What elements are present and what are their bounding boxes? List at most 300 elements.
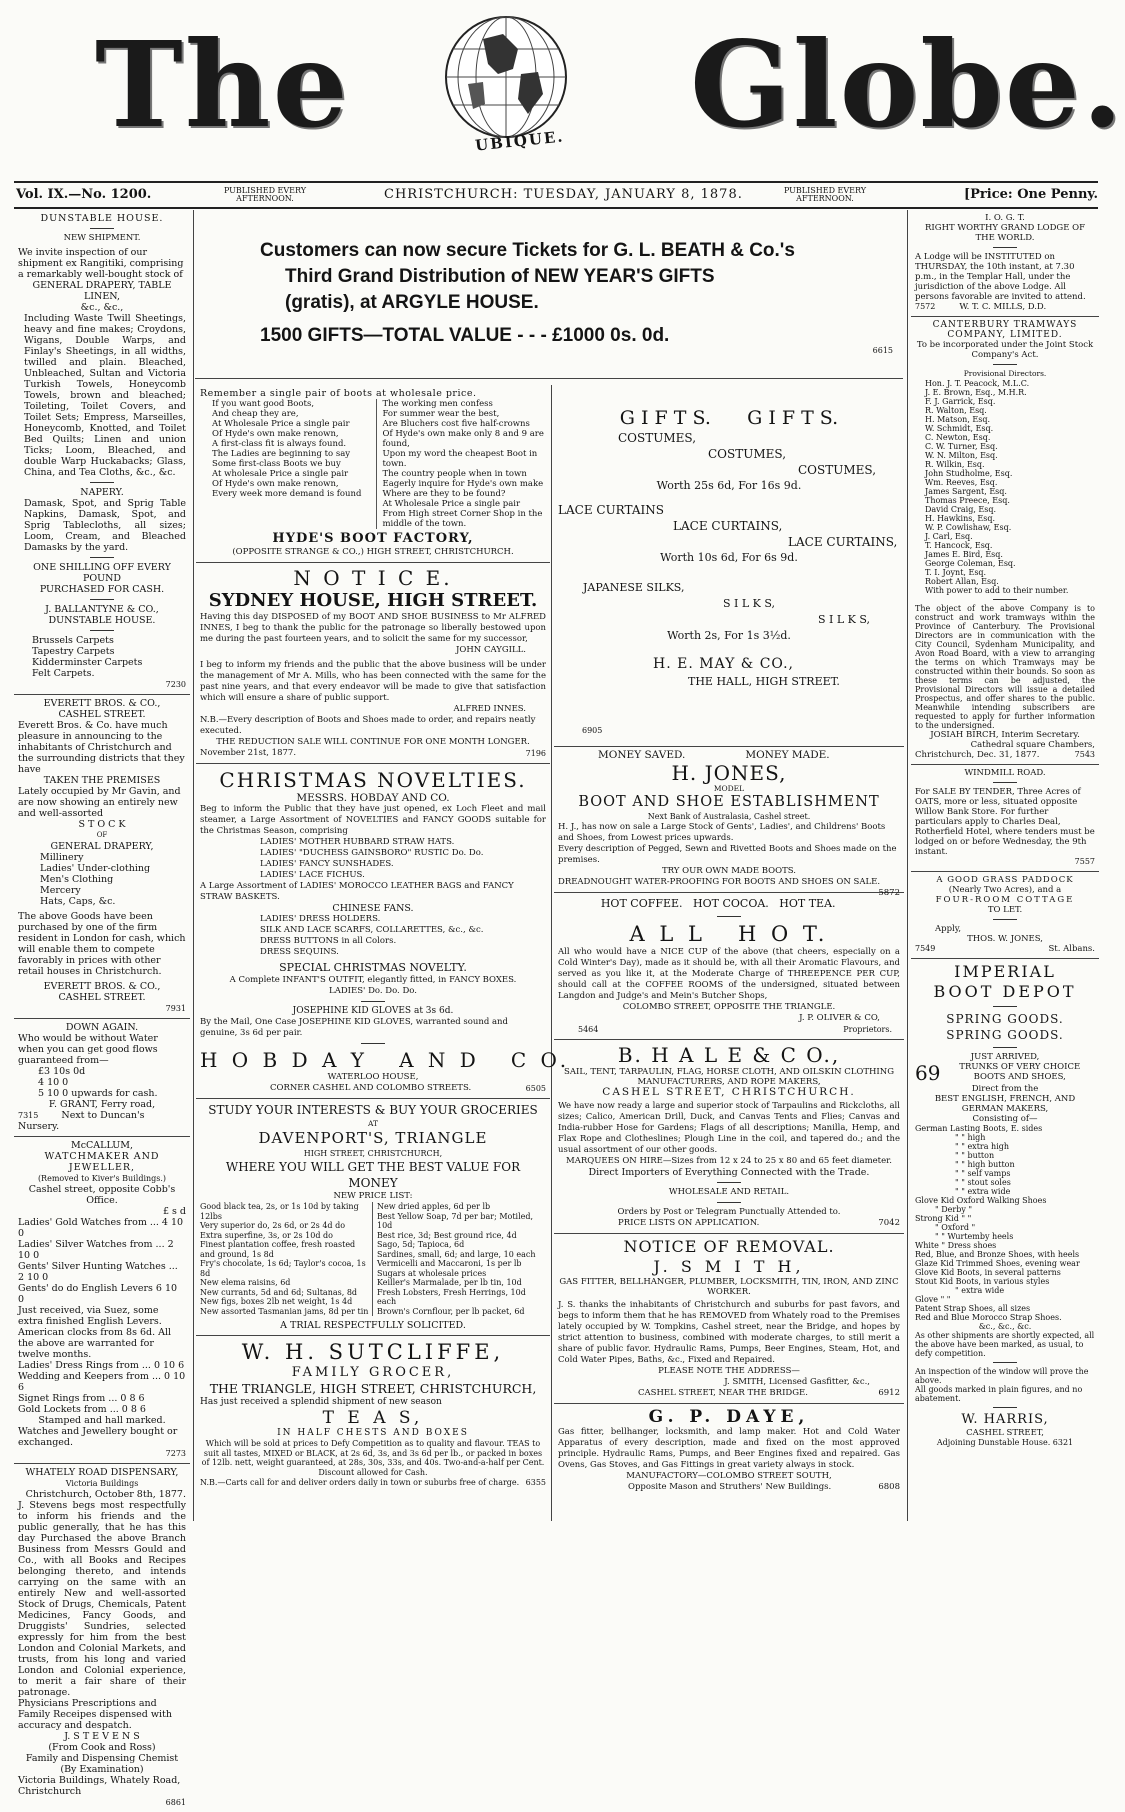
ad-number: 5464 [578, 1025, 599, 1034]
ad-line: FOUR-ROOM COTTAGE [935, 895, 1075, 905]
ad-sig: CASHEL STREET. [58, 992, 146, 1003]
ad-imperial-boot-depot [911, 959, 1099, 1452]
ad-line: BEST ENGLISH, FRENCH, AND [934, 1094, 1076, 1104]
ad-line: T E A S, [322, 1408, 424, 1428]
ad-address: Victoria Buildings, Whately Road, Christchurch [18, 1775, 181, 1797]
list-item: T. Hancock, Esq. [925, 541, 993, 550]
ad-body: J. Stevens begs most respectfully to inform his friends and the public generally, that he has this day Purchased the above Branch Business from Messrs Gould and Co., with all Books and Recipes belonging thereto, and intends carrying on the same with an entirely New and well-assorted Stock of Drugs, Chemicals, Patent Medicines, Fancy Goods, and Druggists' Sundries, selected expressly for him from the best London and Colonial Markets, and trusts, from his long and varied London and Colonial experience, to merit a fair share of their patronage. [18, 1500, 186, 1698]
ad-subtitle: GAS FITTER, BELLHANGER, PLUMBER, LOCKSMITH, TIN, IRON, AND ZINC WORKER. [559, 1277, 899, 1297]
list-item: COSTUMES, [618, 431, 697, 445]
ad-line: 1500 GIFTS—TOTAL VALUE - - - £1000 0s. 0d. [260, 325, 670, 346]
ad-line: AT [367, 1119, 378, 1128]
ad-title: McCALLUM, [70, 1140, 134, 1151]
poem-line: Of Hyde's own make renown, [212, 479, 339, 489]
ad-line: PRICE LISTS ON APPLICATION. [618, 1218, 760, 1228]
ad-number: 7042 [878, 1218, 900, 1228]
ad-address: CASHEL STREET, CHRISTCHURCH. [602, 1086, 856, 1098]
ad-line: Consisting of— [972, 1114, 1038, 1124]
ad-j-smith [554, 1234, 904, 1404]
ad-sig: F. GRANT, Ferry road, [48, 1099, 156, 1110]
globe-icon [443, 14, 569, 140]
list-item: James E. Bird, Esq. [925, 550, 1003, 559]
poem-line: The working men confess [382, 399, 493, 409]
ad-line: TO LET. [987, 905, 1023, 915]
ad-title: N O T I C E. [293, 566, 453, 590]
list-item: David Craig, Esq. [925, 505, 997, 514]
ad-subtitle: NEW PRICE LIST: [333, 1191, 413, 1201]
ad-date: Christchurch, October 8th, 1877. [25, 1489, 186, 1500]
list-item: Ladies' Dress Rings from ... 0 10 6 [18, 1360, 185, 1371]
poem-line: The country people when in town [382, 469, 527, 479]
list-item: Millinery [40, 852, 84, 863]
column-3 [554, 385, 904, 1523]
list-item: German Lasting Boots, E. sides [915, 1124, 1043, 1133]
ad-line: LADIES' Do. Do. Do. [329, 986, 417, 996]
ad-subtitle: CHINESE FANS. [332, 903, 414, 914]
ad-line: THE REDUCTION SALE WILL CONTINUE FOR ONE MONTH LONGER. [216, 737, 530, 747]
list-item: LADIES' DRESS HOLDERS. [260, 914, 381, 924]
dateline [14, 181, 1098, 209]
ad-body: For SALE BY TENDER, Three Acres of OATS, more or less, situated opposite Willow Bank Store. For further particulars apply to Charles Deal, Rotherfield Hotel, where tenders must be lodged on or before Wednesday, the 9th instant. [915, 787, 1095, 857]
ad-number: 7931 [165, 1004, 186, 1013]
ad-line: (From Cook and Ross) [48, 1742, 156, 1753]
ad-address: CORNER CASHEL AND COLOMBO STREETS. [270, 1083, 472, 1093]
ad-number: 7549 [915, 944, 936, 953]
ad-line: Orders by Post or Telegram Punctually Attended to. [617, 1207, 841, 1217]
list-item: DRESS BUTTONS in all Colors. [260, 936, 397, 946]
ad-firm: H O B D A Y A N D C O. [200, 1048, 571, 1072]
list-item: New figs, boxes 2lb net weight, 1s 4d [200, 1297, 353, 1306]
ad-title: DUNSTABLE HOUSE. [40, 213, 164, 224]
list-item: Extra superfine, 3s, or 2s 10d do [200, 1230, 333, 1240]
list-item: &c., &c., &c. [978, 1322, 1032, 1331]
ad-number: 6321 [1052, 1438, 1074, 1447]
ad-body: As other shipments are shortly expected, all the above have been marked, as usual, to defy competition. [915, 1331, 1095, 1358]
list-item: Best Yellow Soap, 7d per bar; Motiled, 10d [377, 1211, 534, 1230]
ad-christmas-novelties [196, 764, 571, 1099]
ad-grass-paddock [911, 872, 1099, 959]
ad-sig: JOSIAH BIRCH, Interim Secretary. [930, 730, 1080, 740]
ad-number: 6615 [872, 346, 893, 355]
ad-line: WHERE YOU WILL GET THE BEST VALUE FOR MONEY [225, 1160, 521, 1190]
list-item: Ladies' Under-clothing [40, 863, 151, 874]
ad-line: WATCHMAKER AND JEWELLER, [44, 1151, 160, 1173]
list-item: Vermicelli and Maccaroni, 1s per lb [377, 1259, 522, 1268]
ad-line: HOT COFFEE. HOT COCOA. HOT TEA. [600, 897, 836, 910]
ad-number: 7196 [525, 749, 546, 758]
list-item: H. Hawkins, Esq. [925, 514, 996, 523]
list-item: C. W. Turner, Esq. [925, 442, 998, 451]
list-item: George Coleman, Esq. [925, 559, 1016, 568]
ad-number: 5872 [878, 888, 900, 898]
ad-firm: H. E. MAY & CO., [653, 656, 794, 672]
list-item: H. Matson, Esq. [925, 415, 991, 424]
ad-firm: W. H. SUTCLIFFE, [241, 1340, 505, 1364]
ad-title: IMPERIAL [954, 962, 1056, 981]
poem-line: If you want good Boots, [212, 399, 315, 409]
ad-number: 7315 [18, 1111, 39, 1120]
ad-line: Third Grand Distribution of NEW YEAR'S GIFTS [285, 266, 715, 287]
ad-body: The above Goods have been purchased by one of the firm resident in London for cash, which will enable them to compete favorably in prices with other retail houses in Christchurch. [18, 911, 186, 977]
ad-firm: HYDE'S BOOT FACTORY, [272, 531, 474, 546]
list-item: LACE CURTAINS, [673, 519, 783, 533]
ad-firm: B. H A L E & C O., [617, 1043, 841, 1067]
ad-sig: J. SMITH, Licensed Gasfitter, &c., [724, 1377, 870, 1387]
list-item: John Studholme, Esq. [925, 469, 1013, 478]
list-item: Strong Kid " " [915, 1214, 972, 1223]
list-item: White " Dress shoes [915, 1241, 997, 1250]
ad-line: A Complete INFANT'S OUTFIT, elegantly fitted, in FANCY BOXES. [229, 975, 517, 985]
ad-line: MARQUEES ON HIRE—Sizes from 12 x 24 to 25 x 80 and 65 feet diameter. [566, 1156, 892, 1166]
ad-line: With power to add to their number. [925, 586, 1069, 595]
ad-body: Which will be sold at prices to Defy Competition as to quality and flavour. TEAS to suit all tastes, MIXED or BLACK, at 2s 6d, 3s, and 3s 6d per lb., or packed in boxes of 12lb. nett, weight guaranteed, at 28s, 30s, 33s, and 40s. Two-and-a-half per Cent. Discount allowed for Cash. [201, 1439, 545, 1477]
list-item: S I L K S, [818, 613, 871, 626]
ad-line: SPRING GOODS. [946, 1028, 1064, 1042]
ad-subtitle: SAIL, TENT, TARPAULIN, FLAG, HORSE CLOTH, AND OILSKIN CLOTHING MANUFACTURERS, AND ROPE MAKERS, [564, 1067, 894, 1087]
poem-line: Of Hyde's own make renown, [212, 429, 339, 439]
ad-hyde-boot-factory [196, 385, 550, 563]
list-item: Ladies' Silver Watches from ... 2 10 0 [18, 1239, 174, 1261]
list-item: " " high button [955, 1160, 1015, 1169]
list-item: " " extra high [955, 1142, 1010, 1151]
ad-body: N.B.—Every description of Boots and Shoes made to order, and repairs neatly executed. [200, 715, 536, 736]
ad-number: 6905 [582, 726, 603, 735]
ad-canterbury-tramways [911, 317, 1099, 765]
ad-body: Including Waste Twill Sheetings, heavy and fine makes; Croydons, Wigans, Double Warps, and Finlay's Sheetings, in all widths, twilled and plain. Bleached, Unbleached, Sultan and Victoria Turkish Towels, Honeycomb Towels, brown and bleached; Toileting, Toilet Covers, and Toilet Sets; Empress, Marseilles, Honeycomb, Knotted, and Toilet Bed Quilts; Linen and union Ticks; Loom, Bleached, and double Warp Huckabacks; Glass, China, and Tea Cloths, &c., &c. [24, 313, 186, 478]
ad-h-jones [554, 747, 904, 898]
ad-line: DREADNOUGHT WATER-PROOFING FOR BOOTS AND SHOES ON SALE. [558, 877, 881, 887]
list-item: " " Wurtemby heels [935, 1232, 1014, 1241]
list-item: " " self vamps [955, 1169, 1011, 1178]
ad-subtitle: FAMILY GROCER, [291, 1365, 455, 1380]
list-item: Men's Clothing [40, 874, 114, 885]
list-item: Wm. Reeves, Esq. [925, 478, 998, 487]
ad-title: EVERETT BROS. & CO., [43, 698, 161, 709]
ad-line: Cashel street, opposite Cobb's Office. [28, 1184, 176, 1206]
ad-body: An inspection of the window will prove the above. [915, 1367, 1089, 1385]
ad-title: NOTICE OF REMOVAL. [623, 1237, 835, 1256]
ad-address: Next to Duncan's Nursery. [18, 1110, 145, 1132]
ad-address: Next Bank of Australasia, Cashel street. [647, 812, 811, 821]
list-item: Brown's Cornflour, per lb packet, 6d [377, 1306, 525, 1316]
ad-title: BOOT DEPOT [933, 982, 1077, 1001]
ad-notice-sydney-house [196, 563, 550, 764]
ad-body: A Lodge will be INSTITUTED on THURSDAY, the 10th instant, at 7.30 p.m., in the Templar Hall, under the jurisdiction of the above Lodge. All persons favorable are invited to attend. [915, 252, 1086, 302]
ad-line: &c., &c., [80, 302, 124, 313]
list-item: S I L K S, [723, 597, 776, 610]
column-rule [907, 210, 908, 1521]
publication-note: PUBLISHED EVERY AFTERNOON. [223, 186, 307, 203]
list-item: Brussels Carpets [32, 635, 114, 646]
ad-body: Physicians Prescriptions and Family Receipes dispensed with accuracy and despatch. [18, 1698, 172, 1731]
ad-address: CASHEL STREET, [966, 1428, 1044, 1438]
list-item: Patent Strap Shoes, all sizes [915, 1304, 1031, 1313]
ad-line: WHOLESALE AND RETAIL. [668, 1187, 790, 1197]
ad-subtitle: SYDNEY HOUSE, HIGH STREET. [208, 590, 538, 611]
ad-line: PURCHASED FOR CASH. [39, 584, 165, 595]
list-item: Felt Carpets. [32, 668, 95, 679]
list-item: Sago, 5d; Tapioca, 6d [377, 1240, 465, 1249]
list-item: " " stout soles [955, 1178, 1011, 1187]
ad-body: Damask, Spot, and Sprig Table Napkins, Damask, Spot, and Sprig Tablecloths, all sizes; Loom, Cream, and Bleached Damasks by the yard. [24, 498, 186, 553]
ad-line: GERMAN MAKERS, [961, 1104, 1049, 1114]
ad-title: G I F T S. G I F T S. [619, 407, 839, 429]
masthead [0, 0, 1125, 178]
list-item: F. J. Garrick, Esq. [925, 397, 996, 406]
ad-line: IN HALF CHESTS AND BOXES [277, 1428, 469, 1438]
list-item: James Sargent, Esq. [925, 487, 1007, 496]
ad-line: Watches and Jewellery bought or exchanged. [18, 1426, 178, 1448]
ad-number: 6808 [878, 1482, 900, 1492]
list-item: Wedding and Keepers from ... 0 10 6 [18, 1371, 186, 1393]
list-item: " " extra wide [955, 1187, 1011, 1196]
ad-whately-dispensary [14, 1464, 190, 1812]
list-item: COSTUMES, [708, 447, 787, 461]
list-item: " Derby " [935, 1205, 973, 1214]
ad-gifts-may [554, 385, 904, 747]
ad-body: I beg to inform my friends and the public that the above business will be under the management of Mr A. Mills, who has been connected with the same for the past nine years, and that every endeavor will be made to give that satisfaction which will ensure a share of public support. [200, 660, 546, 703]
list-item: LADIES' LACE FICHUS. [260, 870, 365, 880]
list-item: LADIES' "DUCHESS GAINSBORO" RUSTIC Do. Do. [260, 848, 484, 858]
ad-firm: H. JONES, [671, 761, 787, 785]
masthead-title-right: Globe. [690, 15, 1125, 154]
list-item: Glove Kid Oxford Walking Shoes [915, 1196, 1047, 1205]
ad-date: November 21st, 1877. [200, 748, 297, 758]
volume-number: Vol. IX.—No. 1200. [16, 187, 152, 202]
ad-line: WATERLOO HOUSE, [327, 1072, 419, 1082]
ad-line: JOSEPHINE KID GLOVES at 3s 6d. [292, 1006, 454, 1016]
ad-mccallum [14, 1137, 190, 1464]
column-4 [911, 210, 1099, 1523]
masthead-motto: UBIQUE. [474, 127, 566, 155]
publication-note-2: PUBLISHED EVERY AFTERNOON. [783, 186, 867, 203]
poem-line: Eagerly inquire for Hyde's own make [382, 479, 544, 489]
list-item: Red, Blue, and Bronze Shoes, with heels [915, 1250, 1080, 1259]
ad-subtitle: To be incorporated under the Joint Stock Company's Act. [916, 340, 1094, 360]
ad-address: COLOMBO STREET, OPPOSITE THE TRIANGLE. [622, 1002, 836, 1012]
ad-line: Direct from the [971, 1084, 1039, 1094]
ad-beath-gifts [195, 210, 903, 380]
ad-body: Just received, via Suez, some extra finished English Levers. American clocks from 8s 6d. All the above are warranted for twelve months. [18, 1305, 172, 1360]
list-item: JAPANESE SILKS, [583, 581, 685, 594]
list-item: New currants, 5d and 6d; Sultanas, 8d [200, 1287, 358, 1297]
ad-line: (gratis), at ARGYLE HOUSE. [285, 292, 539, 313]
ad-body: By the Mail, One Case JOSEPHINE KID GLOVES, warranted sound and genuine, 3s 6d per pair. [200, 1017, 508, 1038]
ad-all-hot [554, 893, 904, 1040]
list-item: " extra wide [955, 1286, 1005, 1295]
list-item: T. I. Joynt, Esq. [925, 568, 987, 577]
ad-line: TAKEN THE PREMISES [43, 775, 161, 786]
list-item: Hats, Caps, &c. [40, 896, 116, 907]
list-item: New dried apples, 6d per lb [377, 1202, 491, 1211]
ad-line: DUNSTABLE HOUSE. [48, 615, 156, 626]
ad-title: Remember a single pair of boots at wholesale price. [200, 388, 477, 399]
poem-line: Every week more demand is found [212, 489, 362, 499]
list-item: SILK AND LACE SCARFS, COLLARETTES, &c., &c. [260, 925, 484, 935]
ad-line: MODEL [713, 784, 745, 793]
ad-body: All who would have a NICE CUP of the above (that cheers, especially on a Cold Winter's Day), made as it should be, with all their Aromatic Flavours, and served as you like it, at the Moderate Charge of THREEPENCE PER CUP, should call at the COFFEE ROOMS of the undersigned, situated between Langdon and Judge's and Mein's Butcher Shops, [558, 947, 900, 1001]
ad-line: Stamped and hall marked. [38, 1415, 166, 1426]
ad-line: N.B.—Carts call for and deliver orders daily in town or suburbs free of charge. [200, 1478, 520, 1487]
ad-subtitle: NEW SHIPMENT. [63, 233, 141, 243]
ad-g-p-daye [554, 1404, 904, 1497]
list-item: LADIES' MOTHER HUBBARD STRAW HATS. [260, 837, 455, 847]
list-item: New elema raisins, 6d [200, 1278, 291, 1287]
ad-sutcliffe [196, 1336, 550, 1492]
ad-number: 7543 [1074, 750, 1095, 759]
list-item: 4 10 0 [38, 1077, 69, 1088]
list-item: Tapestry Carpets [32, 646, 115, 657]
ad-sig: THOS. W. JONES, [967, 934, 1043, 944]
ad-address: CASHEL STREET, NEAR THE BRIDGE. [638, 1388, 808, 1398]
list-item: Keiller's Marmalade, per lb tin, 10d [377, 1278, 522, 1287]
ad-address: St. Albans. [1048, 944, 1095, 954]
ad-subtitle: CASHEL STREET. [58, 709, 146, 720]
ad-line: A TRIAL RESPECTFULLY SOLICITED. [280, 1320, 466, 1331]
ad-address: (OPPOSITE STRANGE & CO.,) HIGH STREET, CHRISTCHURCH. [232, 547, 514, 557]
list-item: LACE CURTAINS, [788, 535, 898, 549]
ad-body: H. J., has now on sale a Large Stock of Gents', Ladies', and Childrens' Boots and Shoes, from Lowest prices upwards. [558, 822, 886, 843]
ad-address: THE HALL, HIGH STREET. [688, 675, 840, 688]
price: [Price: One Penny. [964, 187, 1098, 202]
ad-number: 6505 [525, 1084, 546, 1093]
ad-number: 6912 [878, 1388, 900, 1398]
ad-line: (Removed to Kiver's Buildings.) [37, 1174, 167, 1183]
list-item: " " high [955, 1133, 986, 1142]
ad-title: I. O. G. T. [985, 213, 1025, 223]
ad-number: 6355 [525, 1478, 546, 1487]
ad-dunstable-house [14, 210, 190, 695]
ad-number: 6861 [165, 1798, 186, 1807]
ad-title: A L L H O T. [629, 922, 829, 946]
ad-subtitle: RIGHT WORTHY GRAND LODGE OF THE WORLD. [925, 223, 1085, 243]
ad-number: 7273 [165, 1449, 186, 1458]
ad-subtitle: SPECIAL CHRISTMAS NOVELTY. [279, 961, 467, 974]
list-item: Finest plantation coffee, fresh roasted and ground, 1s 8d [200, 1240, 356, 1259]
ad-sig: W. T. C. MILLS, D.D. [959, 302, 1047, 312]
ad-line: ONE SHILLING OFF EVERY POUND [33, 562, 171, 584]
ad-line: GENERAL DRAPERY, TABLE LINEN, [32, 280, 172, 302]
ad-firm: W. HARRIS, [961, 1412, 1049, 1427]
poem-line: For summer wear the best, [382, 409, 500, 419]
ad-line: Customers can now secure Tickets for G. L. BEATH & Co.'s [260, 240, 795, 261]
ad-body: We invite inspection of our shipment ex Rangitiki, comprising a remarkably well-bought stock of [18, 247, 184, 280]
ad-davenports [196, 1099, 550, 1336]
ad-body: Lately occupied by Mr Gavin, and are now showing an entirely new and well-assorted [18, 786, 181, 819]
list-item: R. Walton, Esq. [925, 406, 987, 415]
ad-number: 7557 [1074, 857, 1095, 866]
ad-line: MONEY MADE. [745, 749, 830, 761]
place-date: CHRISTCHURCH: TUESDAY, JANUARY 8, 1878. [384, 187, 743, 202]
ad-body: A Large Assortment of LADIES' MOROCCO LEATHER BAGS and FANCY STRAW BASKETS. [200, 881, 514, 902]
list-item: Thomas Preece, Esq. [925, 496, 1010, 505]
list-item: Gents' do do English Levers 6 10 0 [18, 1283, 178, 1305]
poem-line: Upon my word the cheapest Boot in town. [382, 449, 538, 469]
list-item: " " button [955, 1151, 995, 1160]
column-rule [551, 385, 552, 1521]
poem-line: At Wholesale Price a single pair [382, 499, 521, 509]
poem-line: Where are they to be found? [382, 489, 506, 499]
poem-line: At Wholesale Price a single pair [212, 419, 350, 429]
ad-sig: J. P. OLIVER & CO, [799, 1013, 880, 1023]
poem-line: From High street Corner Shop in the middle of the town. [382, 509, 543, 529]
ad-line: Cathedral square Chambers, [970, 740, 1095, 750]
poem-line: And cheap they are, [212, 409, 299, 419]
ad-firm: J. S M I T H, [653, 1257, 805, 1276]
list-item: Mercery [40, 885, 81, 896]
ad-line: Family and Dispensing Chemist [25, 1753, 179, 1764]
ad-line: Worth 25s 6d, For 16s 9d. [656, 479, 802, 492]
ad-body: The object of the above Company is to construct and work tramways within the Province of Canterbury. The Provisional Directors are in communication with the City Council, Sydenham Municipality, and Avon Road Board, with a view to arranging the terms on which Tramways may be constructed within their bounds. So soon as these terms can be adjusted, the Provisional Directors will issue a detailed Prospectus, and offer shares to the public. Meanwhile intending subscribers are requested to apply for further information to the undersigned. [915, 604, 1095, 730]
ad-line: MONEY SAVED. [598, 749, 686, 761]
ad-title: STUDY YOUR INTERESTS & BUY YOUR GROCERIES [208, 1103, 538, 1117]
ad-line: Provisional Directors. [963, 369, 1047, 378]
list-item: Robert Allan, Esq. [925, 577, 999, 586]
ad-line: OF [96, 831, 108, 839]
ad-subtitle: Victoria Buildings [65, 1479, 139, 1488]
ad-body: Who would be without Water when you can get good flows guaranteed from— [18, 1033, 158, 1066]
ad-subtitle: BOOT AND SHOE ESTABLISHMENT [578, 794, 880, 810]
ad-down-again [14, 1019, 190, 1137]
list-item: " Oxford " [935, 1223, 976, 1232]
ad-line: TRUNKS OF VERY CHOICE BOOTS AND SHOES, [959, 1062, 1081, 1082]
ad-body: Having this day DISPOSED of my BOOT AND SHOE BUSINESS to Mr ALFRED INNES, I beg to thank the public for the patronage so liberally bestowed upon me during the past fourteen years, and to solicit the same for my successor, [200, 612, 546, 644]
ad-address: MANUFACTORY—COLOMBO STREET SOUTH, [626, 1471, 832, 1481]
list-item: R. Wilkin, Esq. [925, 460, 985, 469]
ad-sig: J. S T E V E N S [64, 1731, 140, 1742]
list-item: Fresh Lobsters, Fresh Herrings, 10d each [377, 1287, 526, 1306]
ad-line: JUST ARRIVED, [970, 1052, 1040, 1062]
list-item: LACE CURTAINS [558, 503, 664, 517]
ad-everett-bros [14, 695, 190, 1019]
list-item: W. N. Milton, Esq. [925, 451, 998, 460]
ad-line: SPRING GOODS. [946, 1012, 1064, 1026]
ad-title: CANTERBURY TRAMWAYS COMPANY, LIMITED. [932, 320, 1078, 340]
ad-line: GENERAL DRAPERY, [50, 841, 154, 852]
list-item: Hon. J. T. Peacock, M.L.C. [925, 379, 1030, 388]
ad-body: J. S. thanks the inhabitants of Christchurch and suburbs for past favors, and begs to inform them that he has REMOVED from Whately road to the Premises lately occupied by W. Tompkins, Cashel street, near the Bridge, and hopes by strict attention to business, combined with moderate charges, to still merit a share of public favor. Hydraulic Rams, Pumps, Beer Engines, Steam, Hot, and Cold Water Pipes, Baths, &c., Fixed and Repaired. [558, 1300, 900, 1365]
ad-line: Direct Importers of Everything Connected with the Trade. [588, 1167, 870, 1178]
list-item: Sugars at wholesale prices [377, 1268, 487, 1278]
list-item: £3 10s 0d [38, 1066, 86, 1077]
list-item: Good black tea, 2s, or 1s 10d by taking 12lbs [200, 1202, 359, 1221]
list-item: Fry's chocolate, 1s 6d; Taylor's cocoa, 1s 8d [200, 1259, 366, 1278]
list-item: Glaze Kid Trimmed Shoes, evening wear [915, 1259, 1080, 1268]
list-item: LADIES' FANCY SUNSHADES. [260, 859, 394, 869]
list-item: 5 10 0 upwards for cash. [38, 1088, 158, 1099]
ad-firm: DAVENPORT'S, TRIANGLE [258, 1129, 488, 1147]
list-item: J. E. Brown, Esq., M.H.R. [925, 388, 1027, 397]
ad-windmill-road [911, 765, 1099, 872]
list-item: Signet Rings from ... 0 8 6 [18, 1393, 145, 1404]
ad-sig: JOHN CAYGILL. [456, 645, 526, 655]
list-item: Glove Kid Boots, in several patterns [915, 1268, 1061, 1277]
ad-subtitle: NAPERY. [80, 487, 124, 498]
poem-line: A first-class fit is always found. [212, 439, 347, 449]
ad-firm: J. BALLANTYNE & CO., [45, 604, 159, 615]
list-item: Very superior do, 2s 6d, or 2s 4d do [200, 1221, 346, 1230]
ad-line: £ s d [162, 1206, 186, 1217]
ad-address: Opposite Mason and Struthers' New Buildings. [628, 1482, 832, 1492]
ad-sig: EVERETT BROS. & CO., [43, 981, 161, 992]
ad-body: Beg to inform the Public that they have just opened, ex Loch Fleet and mail steamer, a Large Assortment of NOVELTIES and FANCY GOODS suitable for the Christmas Season, comprising [200, 804, 546, 836]
poem-line: Are Bluchers cost five half-crowns [382, 419, 530, 429]
ad-line: Apply, [935, 924, 962, 934]
ad-body: Every description of Pegged, Sewn and Rivetted Boots and Shoes made on the premises. [558, 844, 897, 865]
ad-number: 7230 [165, 680, 186, 689]
ad-number: 7572 [915, 302, 936, 311]
ad-line: TRY OUR OWN MADE BOOTS. [662, 866, 796, 876]
